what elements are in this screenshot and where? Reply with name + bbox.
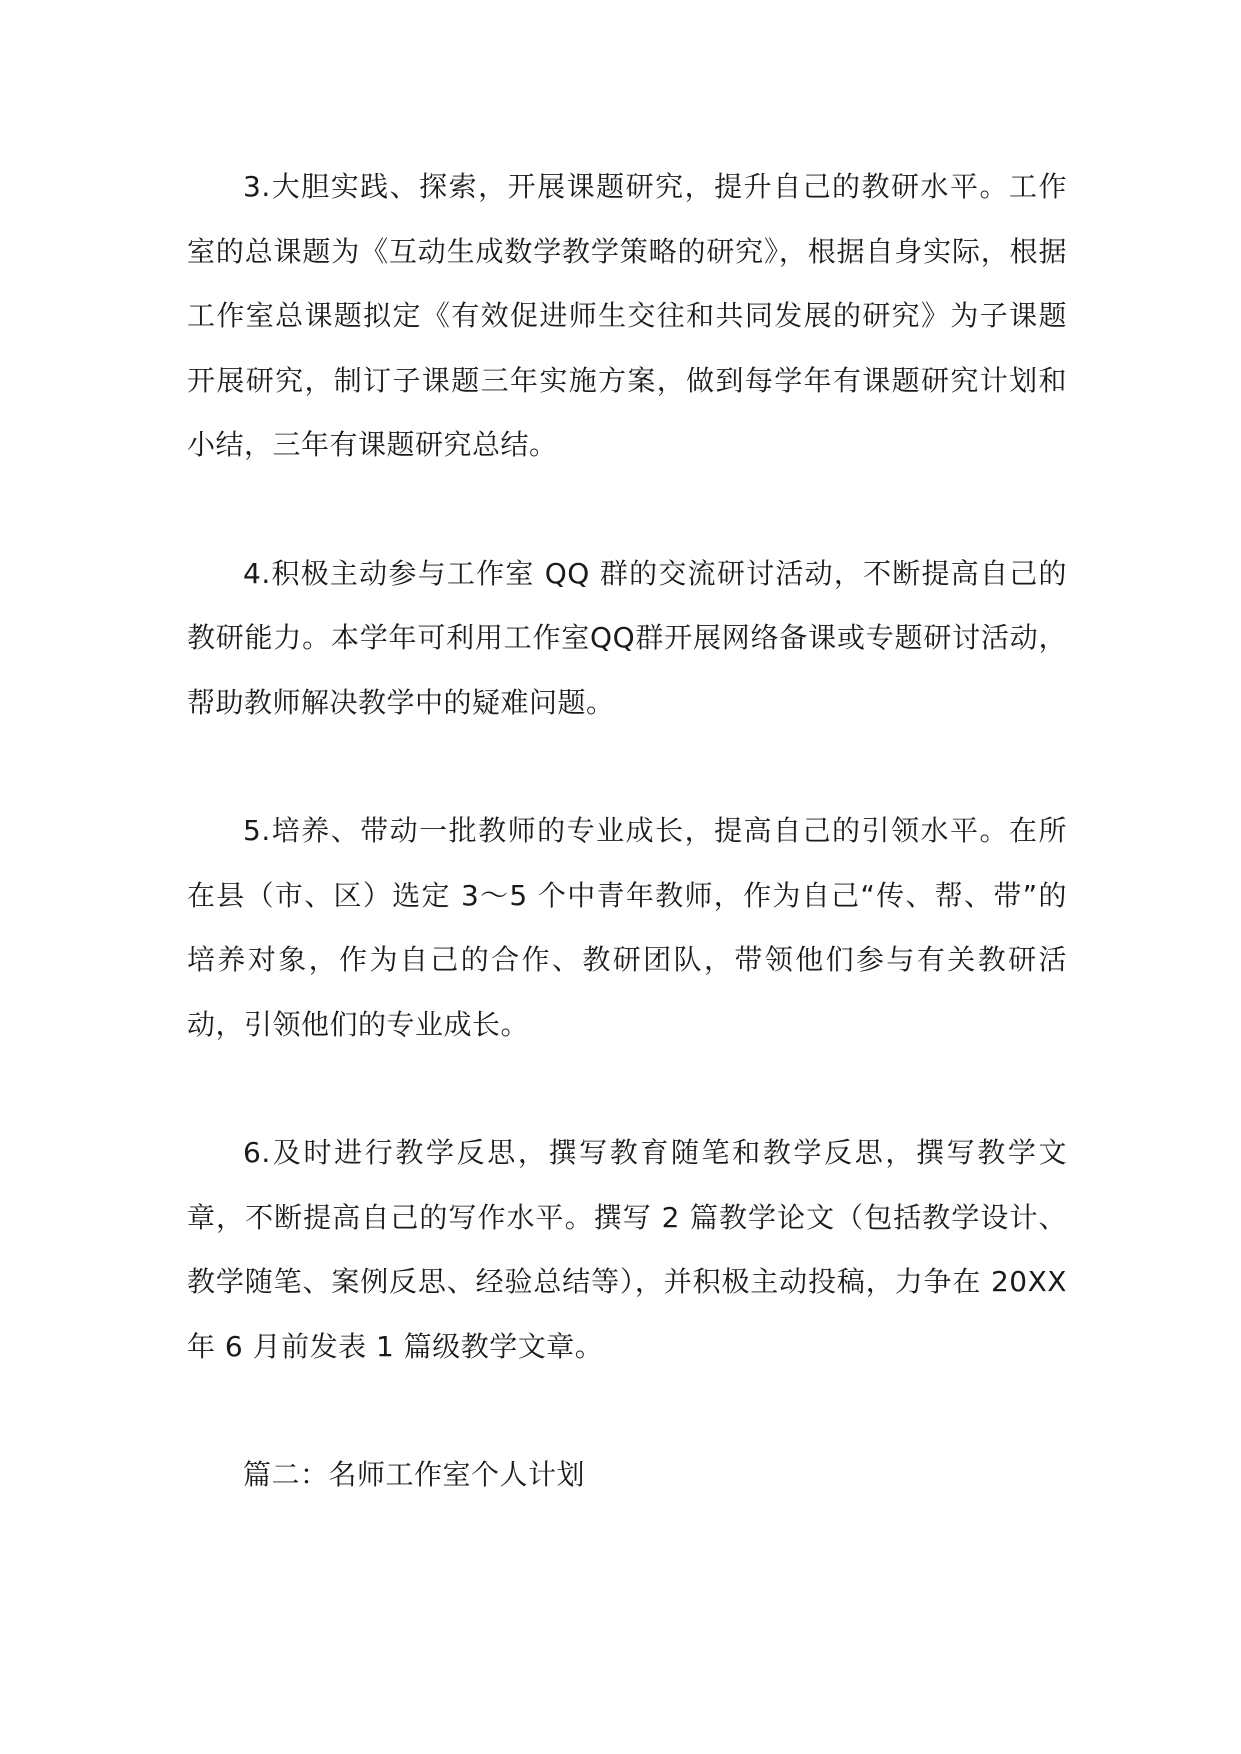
document-body: [187, 155, 1067, 1508]
paragraph-3-research: 3.大胆实践、探索，开展课题研究，提升自己的教研水平。工作室的总课题为《互动生成数学教学策略的研究》，根据自身实际，根据工作室总课题拟定《有效促进师生交往和共同发展的研究》为子课题开展研究，制订子课题三年实施方案，做到每学年有课题研究计划和小结，三年有课题研究总结。: [187, 170, 1067, 461]
paragraph-4-qq-group: 4.积极主动参与工作室 QQ 群的交流研讨活动，不断提高自己的教研能力。本学年可利用工作室QQ群开展网络备课或专题研讨活动，帮助教师解决教学中的疑难问题。: [187, 556, 1067, 719]
paragraph-6-reflection: 6.及时进行教学反思，撰写教育随笔和教学反思，撰写教学文章，不断提高自己的写作水平。撰写 2 篇教学论文（包括教学设计、教学随笔、案例反思、经验总结等），并积极主动投稿，力争在 20XX 年 6 月前发表 1 篇级教学文章。: [187, 1136, 1067, 1363]
paragraph-5-mentoring: 5.培养、带动一批教师的专业成长，提高自己的引领水平。在所在县（市、区）选定 3～5 个中青年教师，作为自己“传、帮、带”的培养对象，作为自己的合作、教研团队，带领他们参与有关教研活动，引领他们的专业成长。: [187, 814, 1067, 1041]
section-heading: 篇二：名师工作室个人计划: [243, 1458, 586, 1491]
